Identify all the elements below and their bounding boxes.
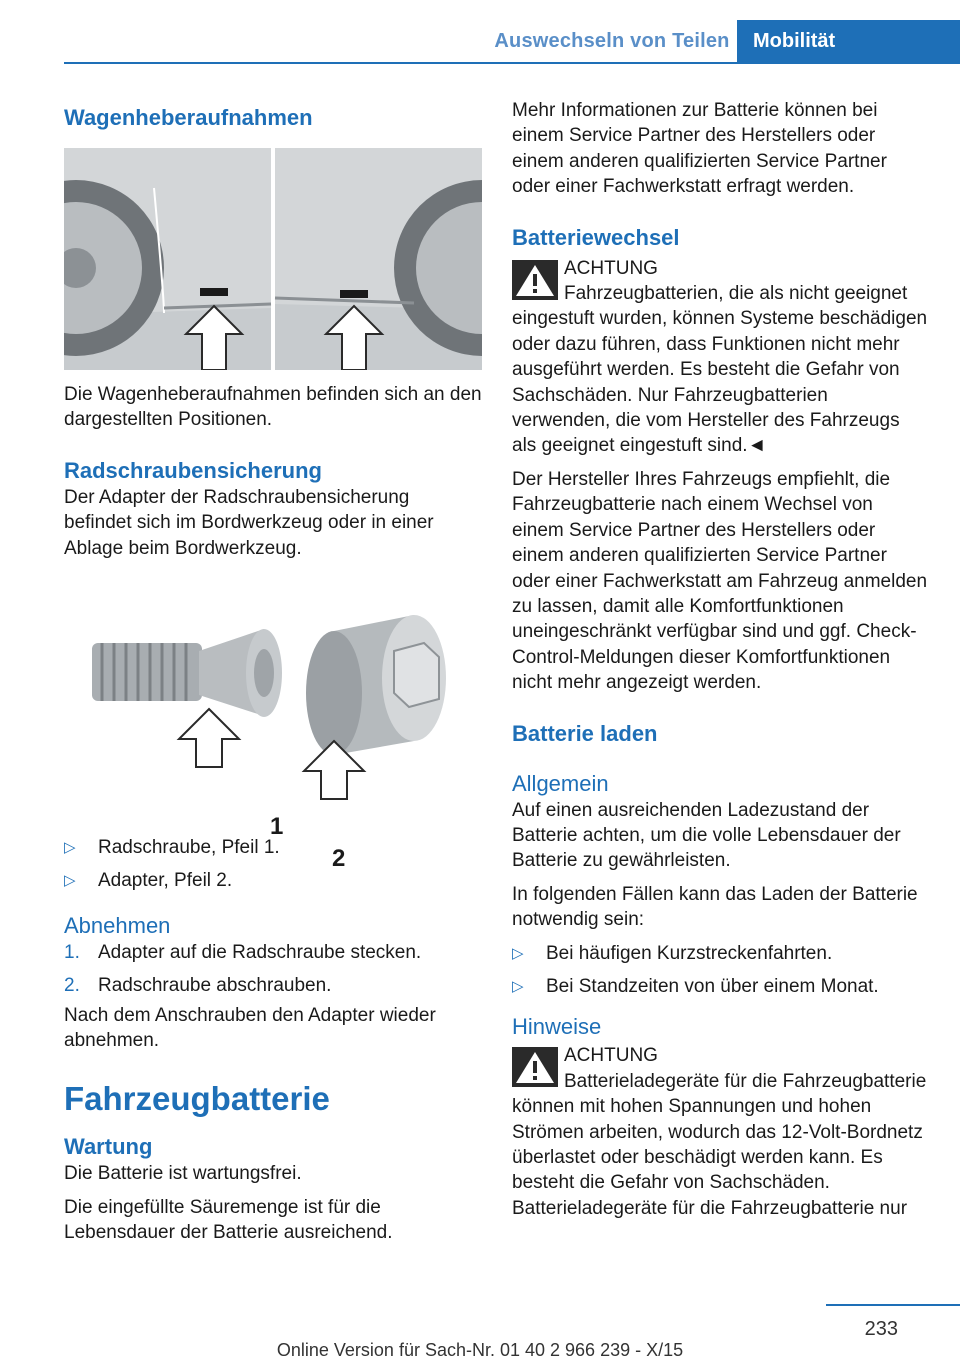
list-item-text: Radschraube, Pfeil 1. xyxy=(98,837,280,859)
heading-maintenance: Wartung xyxy=(64,1134,153,1160)
header-chapter-tab: Mobilität xyxy=(737,20,960,64)
jack-points-figure xyxy=(64,148,482,370)
heading-general: Allgemein xyxy=(512,770,609,796)
list-item-text: Adapter, Pfeil 2. xyxy=(98,870,233,892)
warning-block-2 xyxy=(512,1043,928,1221)
remove-steps xyxy=(64,940,482,999)
left-column xyxy=(64,92,482,1246)
general-text-2: In folgenden Fällen kann das Laden der Batterie notwendig sein: xyxy=(512,883,918,931)
list-item xyxy=(64,940,482,965)
charge-cases-list xyxy=(512,941,928,1000)
right-column xyxy=(512,92,928,1221)
warning-title: ACHTUNG xyxy=(564,257,658,279)
triangle-bullet-icon: ▷ xyxy=(64,872,76,890)
heading-jack-points: Wagenheberaufnahmen xyxy=(64,105,313,130)
list-item xyxy=(64,835,482,860)
warning-block-1 xyxy=(512,256,928,459)
battery-change-text: Der Hersteller Ihres Fahrzeugs empfiehlt, die Fahrzeugbatterie nach einem Wechsel von einem Service Partner des Herstellers oder einem anderen qualifizierten Service Partner oder einer Fachwerkstatt am Fahrzeug anmelden zu lassen, damit alle Komfortfunktionen uneingeschränkt verfügbar sind und ggf. Check-Control-Meldungen dieser Komfortfunktionen nicht mehr angezeigt werden. xyxy=(512,468,928,694)
header-rule xyxy=(64,62,960,64)
list-item-text: Bei Standzeiten von über einem Monat. xyxy=(546,975,879,997)
battery-info-text: Mehr Informationen zur Batterie können bei einem Service Partner des Herstellers oder einem anderen qualifizierten Service Partner oder einer Fachwerkstatt erfragt werden. xyxy=(512,100,887,198)
heading-charge-battery: Batterie laden xyxy=(512,720,658,746)
maintenance-text-1: Die Batterie ist wartungsfrei. xyxy=(64,1163,302,1185)
list-item-text: Adapter auf die Radschraube stecken. xyxy=(98,941,422,963)
triangle-bullet-icon: ▷ xyxy=(512,977,524,995)
warning-triangle-icon xyxy=(512,1047,558,1087)
heading-notes: Hinweise xyxy=(512,1014,602,1040)
warning-title: ACHTUNG xyxy=(564,1045,658,1067)
list-item-text: Radschraube abschrauben. xyxy=(98,975,332,997)
general-text-1: Auf einen ausreichenden Ladezustand der Batterie achten, um die volle Lebensdauer der Batterie zu gewährleisten. xyxy=(512,799,901,872)
list-item xyxy=(64,868,482,893)
wheel-lock-figure xyxy=(64,591,482,821)
list-item xyxy=(512,974,928,999)
parts-list xyxy=(64,835,482,894)
header-section-title: Auswechseln von Teilen xyxy=(494,30,730,52)
figure-label-1: 1 xyxy=(270,813,284,840)
list-item-text: Bei häufigen Kurzstreckenfahrten. xyxy=(546,942,833,964)
list-item xyxy=(64,973,482,998)
jack-points-text: Die Wagenheberaufnahmen befinden sich an den dargestellten Positionen. xyxy=(64,384,482,431)
triangle-bullet-icon: ▷ xyxy=(512,944,524,962)
heading-battery-change: Batteriewechsel xyxy=(512,224,680,250)
triangle-bullet-icon: ▷ xyxy=(64,839,76,857)
list-item xyxy=(512,941,928,966)
remove-text: Nach dem Anschrauben den Adapter wieder abnehmen. xyxy=(64,1004,436,1052)
page-number: 233 xyxy=(864,1318,898,1340)
heading-remove: Abnehmen xyxy=(64,912,171,938)
maintenance-text-2: Die eingefüllte Säuremenge ist für die Lebensdauer der Batterie ausreichend. xyxy=(64,1196,393,1244)
warning-body: Batterieladegeräte für die Fahrzeugbatterie können mit hohen Spannungen und hohen Strömen arbeiten, wodurch das 12-Volt-Bordnetz überlastet oder beschädigt werden kann. Es besteht die Gefahr von Sachschäden. Batterieladegeräte für die Fahrzeugbatterie nur xyxy=(512,1070,927,1219)
footer-version-text: Online Version für Sach-Nr. 01 40 2 966 239 - X/15 xyxy=(276,1340,684,1360)
warning-body: Fahrzeugbatterien, die als nicht geeignet eingestuft wurden, können Systeme beschädigen oder dazu führen, dass Funktionen nicht mehr ausgeführt werden. Es besteht die Gefahr von Sachschäden. Nur Fahrzeugbatterien verwenden, die vom Hersteller des Fahrzeugs als geeignet eingestuft sind.◄ xyxy=(512,283,928,457)
warning-triangle-icon xyxy=(512,260,558,300)
wheel-lock-text: Der Adapter der Radschraubensicherung befindet sich im Bordwerkzeug oder in einer Ablage beim Bordwerkzeug. xyxy=(64,486,434,559)
footer-rule xyxy=(826,1304,960,1306)
jack-points-illustration xyxy=(64,148,482,370)
figure-label-2: 2 xyxy=(332,845,346,872)
heading-vehicle-battery: Fahrzeugbatterie xyxy=(64,1080,330,1118)
heading-wheel-lock: Radschraubensicherung xyxy=(64,457,322,483)
step-number: 2. xyxy=(64,975,80,997)
step-number: 1. xyxy=(64,941,80,963)
wheel-lock-illustration xyxy=(64,591,482,821)
